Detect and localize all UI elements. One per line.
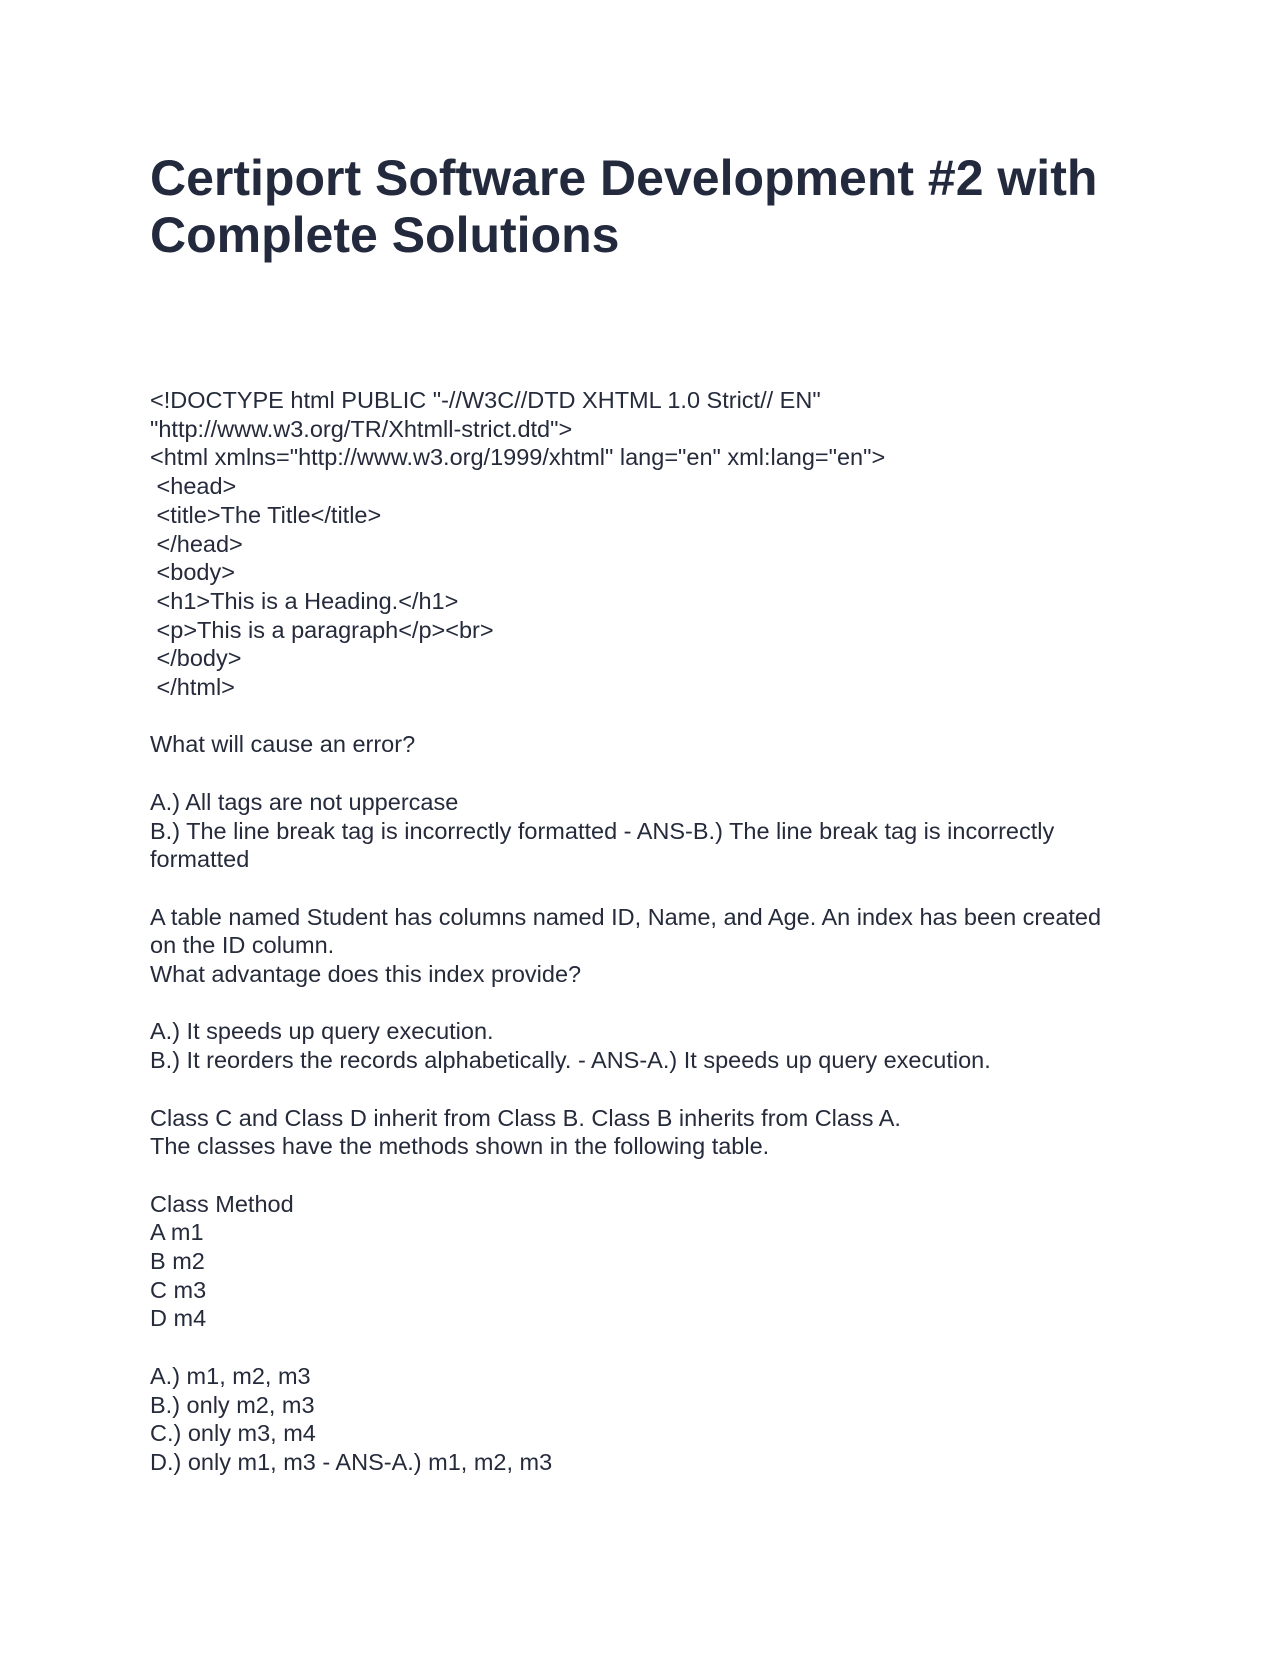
table-header: Class Method	[150, 1190, 294, 1217]
table-row: C m3	[150, 1276, 207, 1303]
table-row: A m1	[150, 1219, 204, 1246]
document-title: Certiport Software Development #2 with Complete Solutions	[150, 150, 1098, 263]
class-method-table	[150, 1190, 1130, 1334]
option-a: A.) m1, m2, m3	[150, 1362, 311, 1389]
code-line: <html xmlns="http://www.w3.org/1999/xhtml" lang="en" xml:lang="en">	[150, 444, 886, 471]
paragraph-gap	[150, 1161, 1130, 1190]
option-c: C.) only m3, m4	[150, 1420, 316, 1447]
paragraph-gap	[150, 759, 1130, 788]
option-b-with-answer: B.) The line break tag is incorrectly formatted - ANS-B.) The line break tag is incorrectly formatted	[150, 817, 1061, 873]
option-b-with-answer: B.) It reorders the records alphabetically. - ANS-A.) It speeds up query execution.	[150, 1047, 991, 1074]
code-line: </html>	[150, 674, 235, 701]
code-line: <h1>This is a Heading.</h1>	[150, 587, 459, 614]
question-3	[150, 1104, 1130, 1477]
code-line: <p>This is a paragraph</p><br>	[150, 616, 494, 643]
paragraph-gap	[150, 874, 1130, 903]
paragraph-gap	[150, 1333, 1130, 1362]
table-row: D m4	[150, 1305, 207, 1332]
question-text: A table named Student has columns named ID, Name, and Age. An index has been created on the ID column.	[150, 903, 1108, 959]
paragraph-gap	[150, 989, 1130, 1018]
question-text: What will cause an error?	[150, 731, 416, 758]
code-line: "http://www.w3.org/TR/Xhtmll-strict.dtd">	[150, 415, 573, 442]
option-a: A.) It speeds up query execution.	[150, 1018, 494, 1045]
code-block	[150, 386, 1130, 702]
code-line: <head>	[150, 473, 237, 500]
code-line: <!DOCTYPE html PUBLIC "-//W3C//DTD XHTML 1.0 Strict// EN"	[150, 387, 821, 413]
question-2	[150, 903, 1130, 1075]
question-text: Class C and Class D inherit from Class B. Class B inherits from Class A.	[150, 1104, 901, 1131]
code-line: <body>	[150, 559, 235, 586]
question-1	[150, 730, 1130, 874]
table-row: B m2	[150, 1248, 205, 1274]
code-line: </body>	[150, 645, 242, 672]
question-text: What advantage does this index provide?	[150, 961, 582, 988]
option-b: B.) only m2, m3	[150, 1391, 315, 1418]
document-page	[150, 150, 1130, 1477]
option-a: A.) All tags are not uppercase	[150, 788, 459, 815]
code-line: </head>	[150, 530, 243, 557]
option-d-with-answer: D.) only m1, m3 - ANS-A.) m1, m2, m3	[150, 1448, 553, 1475]
paragraph-gap	[150, 702, 1130, 731]
question-text: The classes have the methods shown in the following table.	[150, 1133, 770, 1160]
document-body	[150, 386, 1130, 1477]
paragraph-gap	[150, 1075, 1130, 1104]
code-line: <title>The Title</title>	[150, 501, 382, 528]
